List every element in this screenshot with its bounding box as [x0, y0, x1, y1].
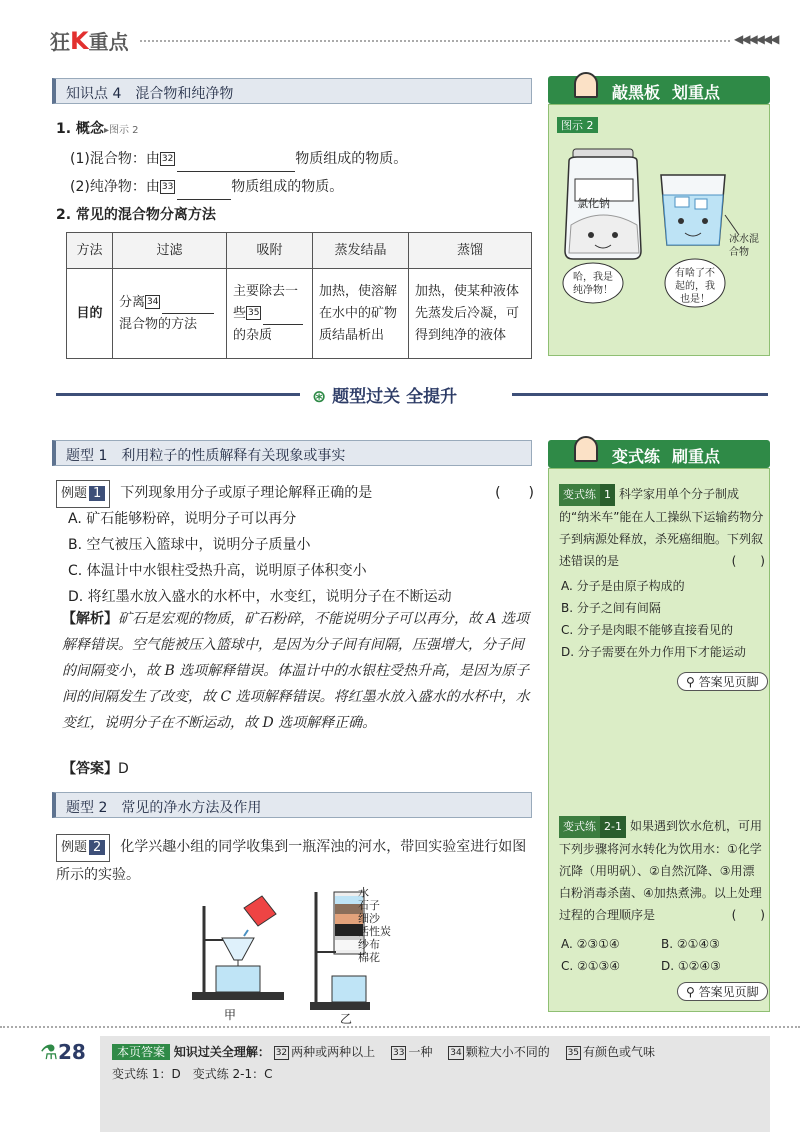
option-item: B. 分子之间有间隔	[561, 601, 661, 615]
table-header: 方法	[67, 233, 113, 269]
table-header: 蒸馏	[409, 233, 532, 269]
table-header: 过滤	[113, 233, 227, 269]
option-item: C. 分子是肉眼不能够直接看见的	[561, 623, 734, 637]
example-1-explanation: 【解析】矿石是宏观的物质，矿石粉碎，不能说明分子可以再分，故 A 选项解释错误。空气能被压入篮球中，是因为分子间有间隔，压强增大，分子间的间隔变小，故 B 选项解释错误。体温计中的水银柱受热升高，是因为原子间的间隔发生了改变，故 C 选项解释错误。将红墨水放入盛水的水杯中，水变红，说明分子在不断运动，故 D 选项解释正确。	[62, 611, 530, 731]
speech-bubble-left: 哈，我是纯净物！	[573, 272, 613, 296]
key-icon: ⚲	[686, 985, 695, 999]
arrows-icon: ◀◀◀◀◀◀	[734, 32, 778, 46]
layer-label: 活性炭	[358, 925, 391, 938]
concept-label: 1. 概念▸图示 2	[56, 121, 139, 137]
brand-logo: 狂K重点	[50, 27, 129, 55]
variant-2-options	[561, 933, 765, 977]
option-item: C. ②①③④	[561, 959, 621, 973]
page-answers-line1: 本页答案 知识过关全理解： 32 两种或两种以上 33 一种 34 颗粒大小不同的 35 有颜色或气味	[112, 1042, 655, 1062]
variant-1-options	[561, 575, 765, 663]
page-number: ⚗28	[40, 1040, 86, 1064]
example-tag: 例题 1	[56, 480, 110, 508]
methods-label: 2. 常见的混合物分离方法	[56, 207, 216, 223]
variant-1-question: 变式练 1 科学家用单个分子制成的“纳米车”能在人工操纵下运输药物分子到病源处释放，杀死癌细胞。下列叙述错误的是 ( )	[559, 483, 765, 572]
ice-water-label: 冰水混合物	[729, 234, 759, 258]
header-divider	[140, 40, 730, 42]
example-2-question: 例题 2 化学兴趣小组的同学收集到一瓶浑浊的河水，带回实验室进行如图所示的实验。	[56, 834, 534, 888]
option-item: D. 分子需要在外力作用下才能运动	[561, 645, 746, 659]
option-item: A. 分子是由原子构成的	[561, 579, 685, 593]
footer-divider	[0, 1026, 800, 1028]
variant-header: 变式练 刷重点	[548, 440, 770, 468]
option-item: D. ①②④③	[661, 959, 721, 973]
variant-2-question: 变式练 2-1 如果遇到饮水危机，可用下列步骤将河水转化为饮用水：①化学沉降（用明矾）、②自然沉降、③用漂白粉消毒杀菌、④加热煮沸。以上处理过程的合理顺序是 ( )	[559, 815, 765, 926]
option-item: A. 矿石能够粉碎，说明分子可以再分	[68, 511, 297, 527]
flask-icon: ⚗	[40, 1040, 58, 1064]
table-header: 吸附	[227, 233, 313, 269]
jar-label: 氯化钠	[577, 197, 610, 210]
section-heading-type2: 题型 2 常见的净水方法及作用	[52, 792, 532, 818]
banner-line-right	[512, 393, 768, 396]
figure-a-label: 甲	[224, 1008, 237, 1022]
option-item: D. 将红墨水放入盛水的水杯中，水变红，说明分子在不断运动	[68, 589, 452, 605]
section-heading-kp4: 知识点 4 混合物和纯净物	[52, 78, 532, 104]
example-tag: 例题 2	[56, 834, 110, 862]
pure-definition: (2)纯净物：由 33 物质组成的物质。	[70, 174, 343, 200]
layer-label: 水	[358, 886, 369, 899]
filter-layer-labels	[358, 886, 391, 964]
table-header: 蒸发结晶	[313, 233, 409, 269]
blackboard-header: 敲黑板 划重点	[548, 76, 770, 104]
layer-label: 纱布	[358, 938, 380, 951]
layer-label: 细沙	[358, 912, 380, 925]
answer-link-1[interactable]: ⚲ 答案见页脚	[677, 671, 768, 691]
figure-tag: 图示 2	[557, 117, 598, 133]
speech-bubble-right: 有啥了不起的，我也是！	[675, 268, 715, 305]
example-1-options	[68, 506, 534, 610]
option-item: B. 空气被压入篮球中，说明分子质量小	[68, 537, 311, 553]
table-cell: 加热，使某种液体先蒸发后冷凝，可得到纯净的液体	[409, 269, 532, 359]
blackboard-panel	[548, 104, 770, 356]
layer-label: 棉花	[358, 951, 380, 964]
page-answers-line2: 变式练 1：D 变式练 2-1：C	[112, 1067, 273, 1081]
separation-methods-table	[66, 232, 532, 359]
option-item: B. ②①④③	[661, 937, 720, 951]
option-item: C. 体温计中水银柱受热升高，说明原子体积变小	[68, 563, 367, 579]
table-cell: 分离 34 混合物的方法	[113, 269, 227, 359]
teacher-avatar-icon	[574, 436, 598, 462]
answer-link-2[interactable]: ⚲ 答案见页脚	[677, 981, 768, 1001]
key-icon: ⚲	[686, 675, 695, 689]
teacher-avatar-icon	[574, 72, 598, 98]
table-cell: 加热，使溶解在水中的矿物质结晶析出	[313, 269, 409, 359]
banner-line-left	[56, 393, 300, 396]
option-item: A. ②③①④	[561, 937, 620, 951]
table-cell: 主要除去一 些 35 的杂质	[227, 269, 313, 359]
row-label: 目的	[67, 269, 113, 359]
example-1-answer: 【答案】D	[62, 761, 129, 777]
figure-b-label: 乙	[340, 1012, 353, 1026]
example-1-question: 例题 1 下列现象用分子或原子理论解释正确的是 ( )	[56, 480, 534, 508]
mixture-definition: (1)混合物：由 32 物质组成的物质。	[70, 146, 407, 172]
variant-panel	[548, 468, 770, 1012]
section-heading-type1: 题型 1 利用粒子的性质解释有关现象或事实	[52, 440, 532, 466]
section-banner: ⊛ 题型过关 全提升	[312, 387, 458, 407]
layer-label: 石子	[358, 899, 380, 912]
